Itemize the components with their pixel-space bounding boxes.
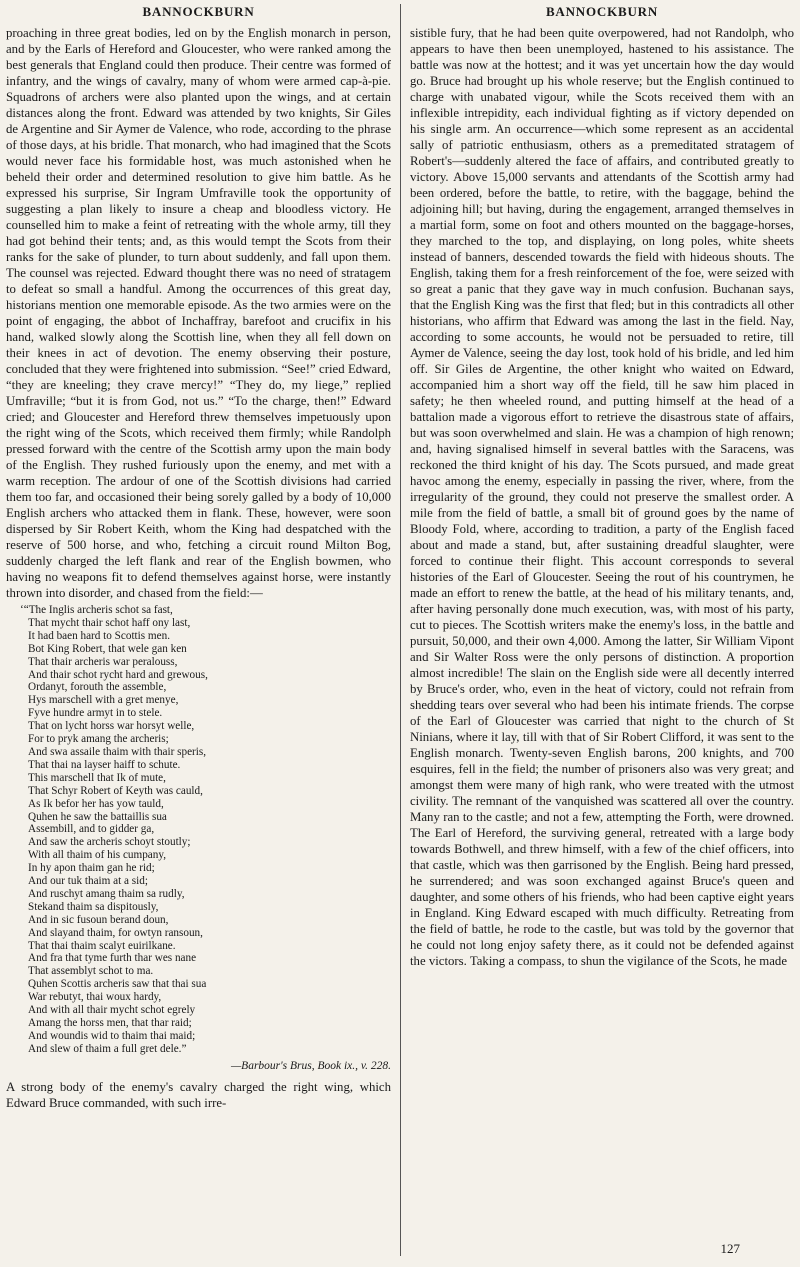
verse-line: Hys marschell with a gret menye,	[28, 694, 179, 707]
right-column	[410, 4, 794, 1259]
verse-line: That thai na layser haiff to schute.	[28, 758, 181, 771]
verse-line: And woundis wid to thaim thai maid;	[28, 1029, 196, 1042]
verse-line: That on lycht horss war horsyt welle,	[28, 720, 195, 733]
verse-line: It had baen hard to Scottis men.	[28, 629, 170, 642]
verse-line: That assemblyt schot to ma.	[28, 965, 154, 978]
page-number: 127	[720, 1241, 740, 1256]
left-paragraph-2: A strong body of the enemy's cavalry charged the right wing, which Edward Bruce commanded, with such irre-	[6, 1079, 391, 1110]
verse-line: Fyve hundre armyt in to stele.	[28, 707, 163, 720]
verse-line: And slew of thaim a full gret dele.”	[28, 1042, 187, 1055]
verse-line: And slayand thaim, for owtyn ransoun,	[28, 926, 203, 939]
verse-line: With all thaim of his cumpany,	[28, 849, 167, 862]
verse-line: This marschell that Ik of mute,	[28, 771, 166, 784]
running-header-right: BANNOCKBURN	[545, 4, 659, 19]
verse-line: And with all thair mycht schot egrely	[28, 1004, 196, 1017]
verse-line: And our tuk thaim at a sid;	[28, 875, 148, 888]
verse-line: And fra that tyme furth thar wes nane	[28, 952, 197, 965]
verse-line: That thair archeris war peralouss,	[28, 655, 178, 668]
running-header-left: BANNOCKBURN	[142, 4, 255, 19]
verse-line: Ordanyt, forouth the assemble,	[28, 681, 167, 694]
verse-line: War rebutyt, thai woux hardy,	[28, 991, 162, 1004]
verse-line: That thai thaim scalyt euirilkane.	[28, 939, 176, 952]
verse-line: And thair schot rycht hard and grewous,	[28, 668, 208, 681]
verse-line: In hy apon thaim gan he rid;	[28, 862, 155, 875]
verse-line: As Ik befor her has yow tauld,	[28, 797, 164, 810]
verse-line: Bot King Robert, that wele gan ken	[28, 642, 187, 655]
verse-line: And in sic fusoun berand doun,	[28, 913, 169, 926]
verse-line: Quhen Scottis archeris saw that thai sua	[28, 978, 207, 991]
verse-line: Amang the horss men, that thar raid;	[28, 1017, 192, 1029]
verse-quotation	[20, 604, 391, 1056]
column-divider	[400, 4, 401, 1256]
verse-line: ‘“The Inglis archeris schot sa fast,	[20, 604, 173, 616]
verse-line: And ruschyt amang thaim sa rudly,	[28, 887, 185, 900]
verse-line: Assembill, and to gidder ga,	[28, 823, 155, 836]
verse-line: That Schyr Robert of Keyth was cauld,	[28, 784, 203, 797]
left-paragraph-1: proaching in three great bodies, led on by the English monarch in person, and by the Earls of Hereford and Gloucester, who were ranked among the best generals that England could then produce. Their centre was formed of infantry, and the wings of cavalry, many of whom were armed cap-à-pie. Squadrons of archers were also planted upon the wings, and at certain distances along the front. Edward was attended by two knights, Sir Giles de Argentine and Sir Aymer de Valence, who rode, according to the phrase of those days, at his bridle. That monarch, who had imagined that the Scots would never face his formidable host, was much astonished when he beheld their order and determined resolution to give him battle. As he expressed his surprise, Sir Ingram Umfraville took the opportunity of suggesting a plan likely to insure a cheap and bloodless victory. He counselled him to make a feint of retreating with the whole army, till they had got behind their tents; and, as this would tempt the Scots from their ranks for the sake of plunder, to turn about suddenly, and fall upon them. The counsel was rejected. Edward thought there was no need of stratagem to defeat so small a handful. Among the occurrences of this great day, historians mention one memorable episode. As the two armies were on the point of engaging, the abbot of Inchaffray, barefoot and crucifix in his hand, walked slowly along the Scottish line, when they all fell down on their knees in act of devotion. The enemy observing their posture, concluded that they were frightened into submission. “See!” cried Edward, “they are kneeling; they crave mercy!” “They do, my liege,” replied Umfraville; “but it is from God, not us.” “To the charge, then!” Edward cried; and Gloucester and Hereford threw themselves impetuously upon the right wing of the Scots, which received them firmly; while Randolph pressed forward with the centre of the Scottish army upon the main body of the English. They rushed furiously upon the enemy, and met with a warm reception. The ardour of one of the Scottish divisions had carried them too far, and occasioned their being sorely galled by a body of 10,000 English archers who attacked them in flank. These, however, were soon dispersed by Sir Robert Keith, whom the King had despatched with the reserve of 500 horse, and who, fetching a circuit round Milton Bog, suddenly charged the left flank and rear of the English bowmen, who having no weapons fit to defend themselves against horse, were instantly thrown into disorder, and chased from the field:—	[6, 26, 391, 600]
verse-line: For to pryk amang the archeris;	[28, 733, 169, 746]
verse-line: And swa assaile thaim with thair speris,	[28, 745, 207, 758]
verse-line: And saw the archeris schoyt stoutly;	[28, 836, 191, 849]
right-paragraph-1: sistible fury, that he had been quite overpowered, had not Randolph, who appears to have then been unemployed, hastened to his assistance. The battle was now at the hottest; and it was yet uncertain how the day would go. Bruce had brought up his whole reserve; but the English continued to charge with unabated vigour, while the Scots received them with an inflexible intrepidity, each individual fighting as if victory depended on his single arm. An occurrence—which some represent as an accidental sally of patriotic enthusiasm, others as a premeditated stratagem of Robert's—suddenly altered the face of affairs, and contributed greatly to victory. Above 15,000 servants and attendants of the Scottish army had been ordered, before the battle, to retire, with the baggage, behind the adjoining hill; but having, during the engagement, arranged themselves in a martial form, some on foot and others mounted on the baggage-horses, they marched to the top, and displaying, on long poles, white sheets instead of banners, descended towards the field with hideous shouts. The English, taking them for a fresh reinforcement of the foe, were seized with so great a panic that they gave way in much confusion. Buchanan says, that the English King was the first that fled; but in this contradicts all other historians, who affirm that Edward was among the last in the field. Nay, according to some accounts, he would not be persuaded to retire, till Aymer de Valence, seeing the day lost, took hold of his bridle, and led him off. Sir Giles de Argentine, the other knight who waited on Edward, accompanied him a short way off the field, till he saw him placed in safety; he then wheeled round, and putting himself at the head of a battalion made a vigorous effort to retrieve the disastrous state of affairs, but was soon overwhelmed and slain. He was a champion of high renown; and, having signalised himself in several battles with the Saracens, was reckoned the third knight of his day. The Scots pursued, and made great havoc among the enemy, especially in passing the river, where, from the irregularity of the ground, they could not preserve the smallest order. A mile from the field of battle, a small bit of ground goes by the name of Bloody Fold, where, according to tradition, a party of the English faced about and made a stand, but, after sustaining dreadful slaughter, were forced to continue their flight. This account corresponds to several histories of the Earl of Gloucester. Seeing the rout of his countrymen, he made an effort to renew the battle, at the head of his military tenants, and, after having personally done much execution, was, with most of his party, cut to pieces. The Scottish writers make the enemy's loss, in the battle and pursuit, 50,000, and their own 4,000. Among the latter, Sir William Vipont and Sir Walter Ross were the only persons of distinction. A proportion almost incredible! The slain on the English side were all decently interred by Bruce's order, who, even in the heat of victory, could not refrain from shedding tears over several who had been his intimate friends. The corpse of the Earl of Gloucester was carried that night to the church of St Ninians, where it lay, till with that of Sir Robert Clifford, it was sent to the English monarch. Twenty-seven English barons, 200 knights, and 700 esquires, fell in the field; the number of prisoners also was very great; and amongst them were many of high rank, who were treated with the utmost civility. The remnant of the vanquished was scattered all over the country. Many ran to the castle; and not a few, attempting the Forth, were drowned. The Earl of Hereford, the surviving general, retreated with a large body towards Bothwell, and threw himself, with a few of the chief officers, into that castle, which was then garrisoned by the English. Being hard pressed, he surrendered; and was soon exchanged against Bruce's queen and daughter, and some others of his friends, who had been captive eight years in England. King Edward escaped with much difficulty. Retreating from the field of battle, he rode to the castle, but was told by the governor that he could not long enjoy safety there, as it could not be defended against the victors. Taking a compass, to shun the vigilance of the Scots, he made	[410, 26, 794, 968]
verse-line: That mycht thair schot haff ony last,	[28, 616, 191, 629]
verse-line: Stekand thaim sa dispitously,	[28, 900, 159, 913]
verse-citation: —Barbour's Brus, Book ix., v. 228.	[230, 1059, 391, 1072]
verse-line: Quhen he saw the battaillis sua	[28, 810, 167, 823]
left-column	[6, 4, 391, 1259]
